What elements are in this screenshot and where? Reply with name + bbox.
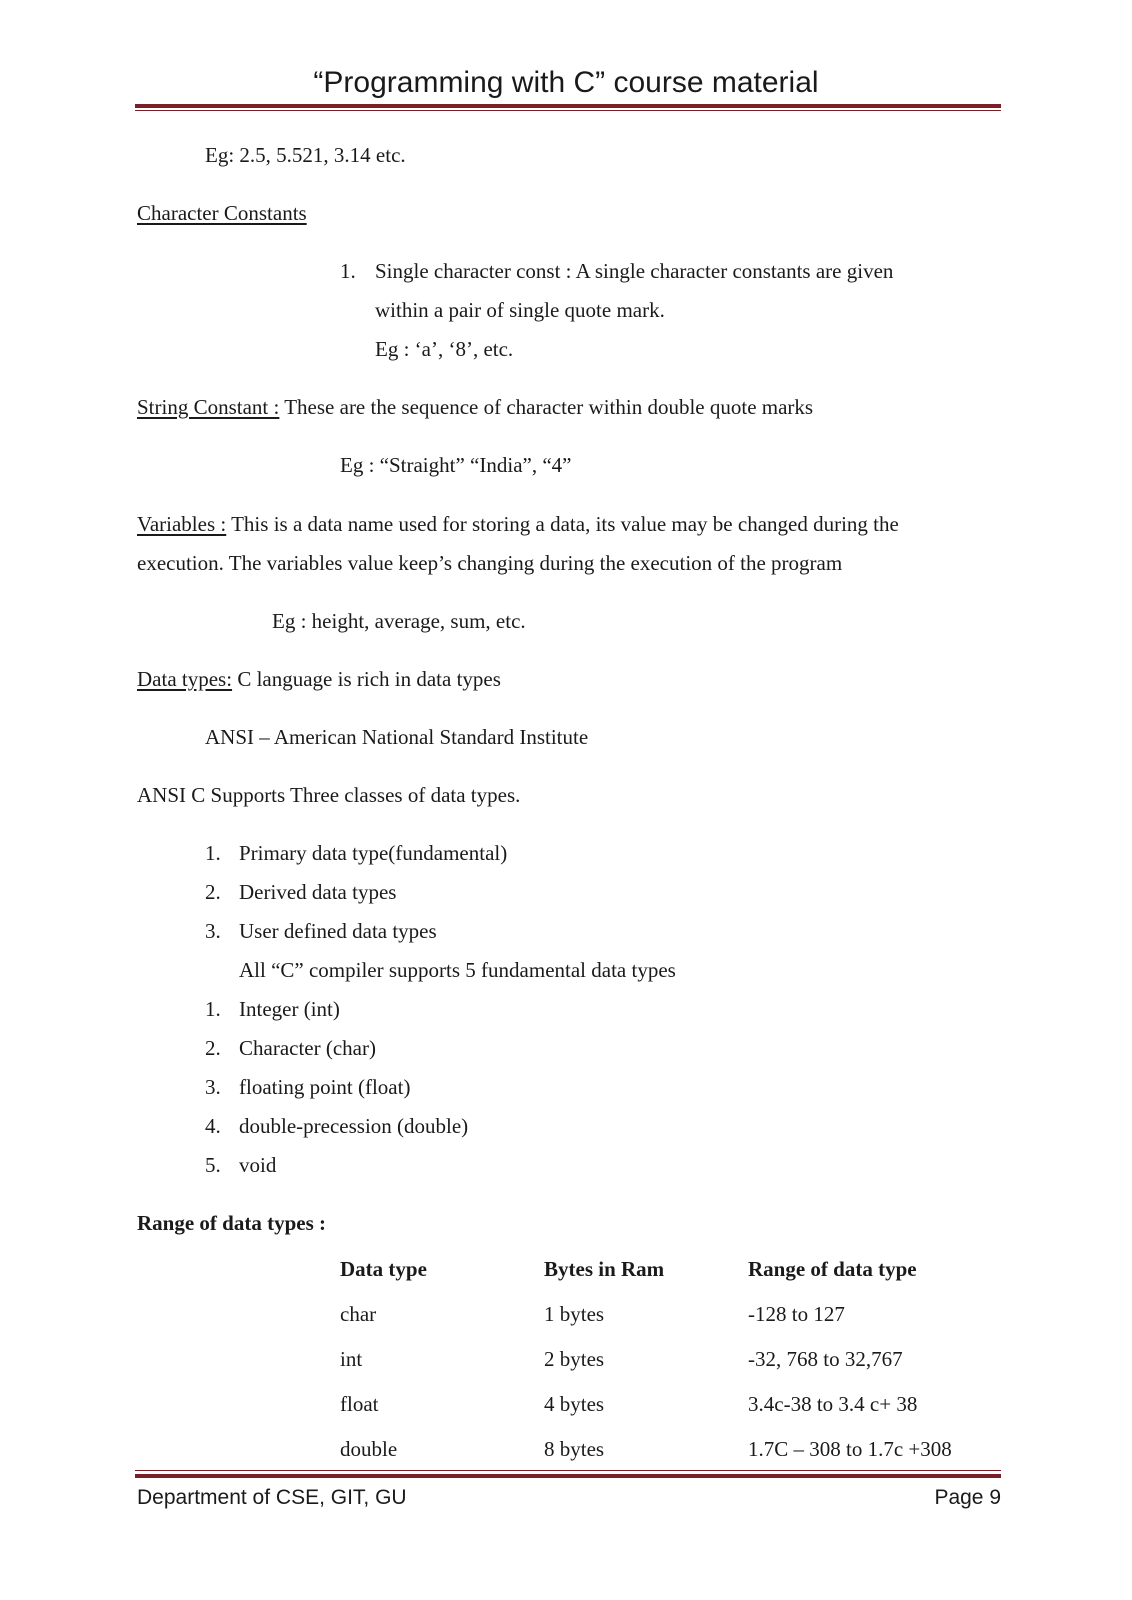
table-cell: 1.7C – 308 to 1.7c +308 bbox=[748, 1437, 952, 1461]
list-item bbox=[205, 879, 396, 905]
list-item bbox=[205, 1113, 468, 1139]
table-cell: 3.4c-38 to 3.4 c+ 38 bbox=[748, 1392, 918, 1416]
string-constant-example: Eg : “Straight” “India”, “4” bbox=[340, 453, 572, 477]
char-constants-item-number: 1. bbox=[340, 259, 356, 283]
ansi-definition: ANSI – American National Standard Institute bbox=[205, 725, 589, 749]
string-constant-text: These are the sequence of character within double quote marks bbox=[279, 395, 814, 419]
footer-page-number: Page 9 bbox=[934, 1486, 1001, 1509]
ansi-classes-text: ANSI C Supports Three classes of data types. bbox=[137, 783, 521, 807]
footer-rule-thin bbox=[135, 1470, 1001, 1471]
variables-paragraph-line1 bbox=[137, 511, 899, 537]
list-item-label: Character (char) bbox=[239, 1036, 376, 1060]
table-cell: 4 bytes bbox=[544, 1392, 605, 1416]
list-item-label: User defined data types bbox=[239, 919, 437, 943]
table-cell: 2 bytes bbox=[544, 1347, 605, 1371]
list-item bbox=[205, 1074, 410, 1100]
table-cell: -128 to 127 bbox=[748, 1302, 845, 1326]
list-item-label: Primary data type(fundamental) bbox=[239, 841, 508, 865]
float-example: Eg: 2.5, 5.521, 3.14 etc. bbox=[205, 143, 406, 167]
list-item-number: 3. bbox=[205, 1075, 221, 1099]
list-item-label: floating point (float) bbox=[239, 1075, 411, 1099]
table-cell: float bbox=[340, 1392, 379, 1416]
footer-rule-thick bbox=[135, 1474, 1001, 1478]
list-item bbox=[205, 918, 437, 944]
list-item-label: void bbox=[239, 1153, 277, 1177]
page-header-title: “Programming with C” course material bbox=[313, 66, 819, 99]
table-cell: double bbox=[340, 1437, 398, 1461]
list-item-number: 2. bbox=[205, 880, 221, 904]
list-item-number: 5. bbox=[205, 1153, 221, 1177]
list-item bbox=[205, 1152, 276, 1178]
list-item bbox=[205, 840, 507, 866]
string-constant-paragraph bbox=[137, 394, 813, 420]
char-constants-item-line2: within a pair of single quote mark. bbox=[375, 298, 665, 322]
list-item-label: Derived data types bbox=[239, 880, 397, 904]
list-item-label: double-precession (double) bbox=[239, 1114, 469, 1138]
data-types-paragraph bbox=[137, 666, 501, 692]
list-item-label: Integer (int) bbox=[239, 997, 340, 1021]
range-heading: Range of data types : bbox=[137, 1211, 326, 1235]
header-rule-thin bbox=[135, 110, 1001, 111]
list-item-number: 4. bbox=[205, 1114, 221, 1138]
header-rule-thick bbox=[135, 104, 1001, 108]
string-constant-heading: String Constant : bbox=[137, 395, 280, 419]
list-item-number: 2. bbox=[205, 1036, 221, 1060]
table-header-cell: Bytes in Ram bbox=[544, 1257, 665, 1281]
table-header-cell: Range of data type bbox=[748, 1257, 917, 1281]
data-types-heading: Data types: bbox=[137, 667, 233, 691]
char-constants-example: Eg : ‘a’, ‘8’, etc. bbox=[375, 337, 514, 361]
table-cell: -32, 768 to 32,767 bbox=[748, 1347, 903, 1371]
list-item-number: 1. bbox=[205, 841, 221, 865]
variables-text-line2: execution. The variables value keep’s changing during the execution of the program bbox=[137, 551, 843, 575]
table-cell: 1 bytes bbox=[544, 1302, 605, 1326]
data-types-text: C language is rich in data types bbox=[232, 667, 501, 691]
table-cell: int bbox=[340, 1347, 363, 1371]
footer-department: Department of CSE, GIT, GU bbox=[137, 1486, 407, 1509]
table-cell: 8 bytes bbox=[544, 1437, 605, 1461]
char-constants-heading: Character Constants bbox=[137, 201, 307, 225]
list-item bbox=[205, 996, 340, 1022]
char-constants-item-line1: Single character const : A single character constants are given bbox=[375, 259, 894, 283]
variables-text-line1: This is a data name used for storing a data, its value may be changed during the bbox=[226, 512, 899, 536]
compiler-note: All “C” compiler supports 5 fundamental data types bbox=[239, 958, 676, 982]
variables-example: Eg : height, average, sum, etc. bbox=[272, 609, 526, 633]
table-cell: char bbox=[340, 1302, 377, 1326]
list-item-number: 3. bbox=[205, 919, 221, 943]
variables-heading: Variables : bbox=[137, 512, 227, 536]
list-item-number: 1. bbox=[205, 997, 221, 1021]
list-item bbox=[205, 1035, 376, 1061]
table-header-cell: Data type bbox=[340, 1257, 427, 1281]
